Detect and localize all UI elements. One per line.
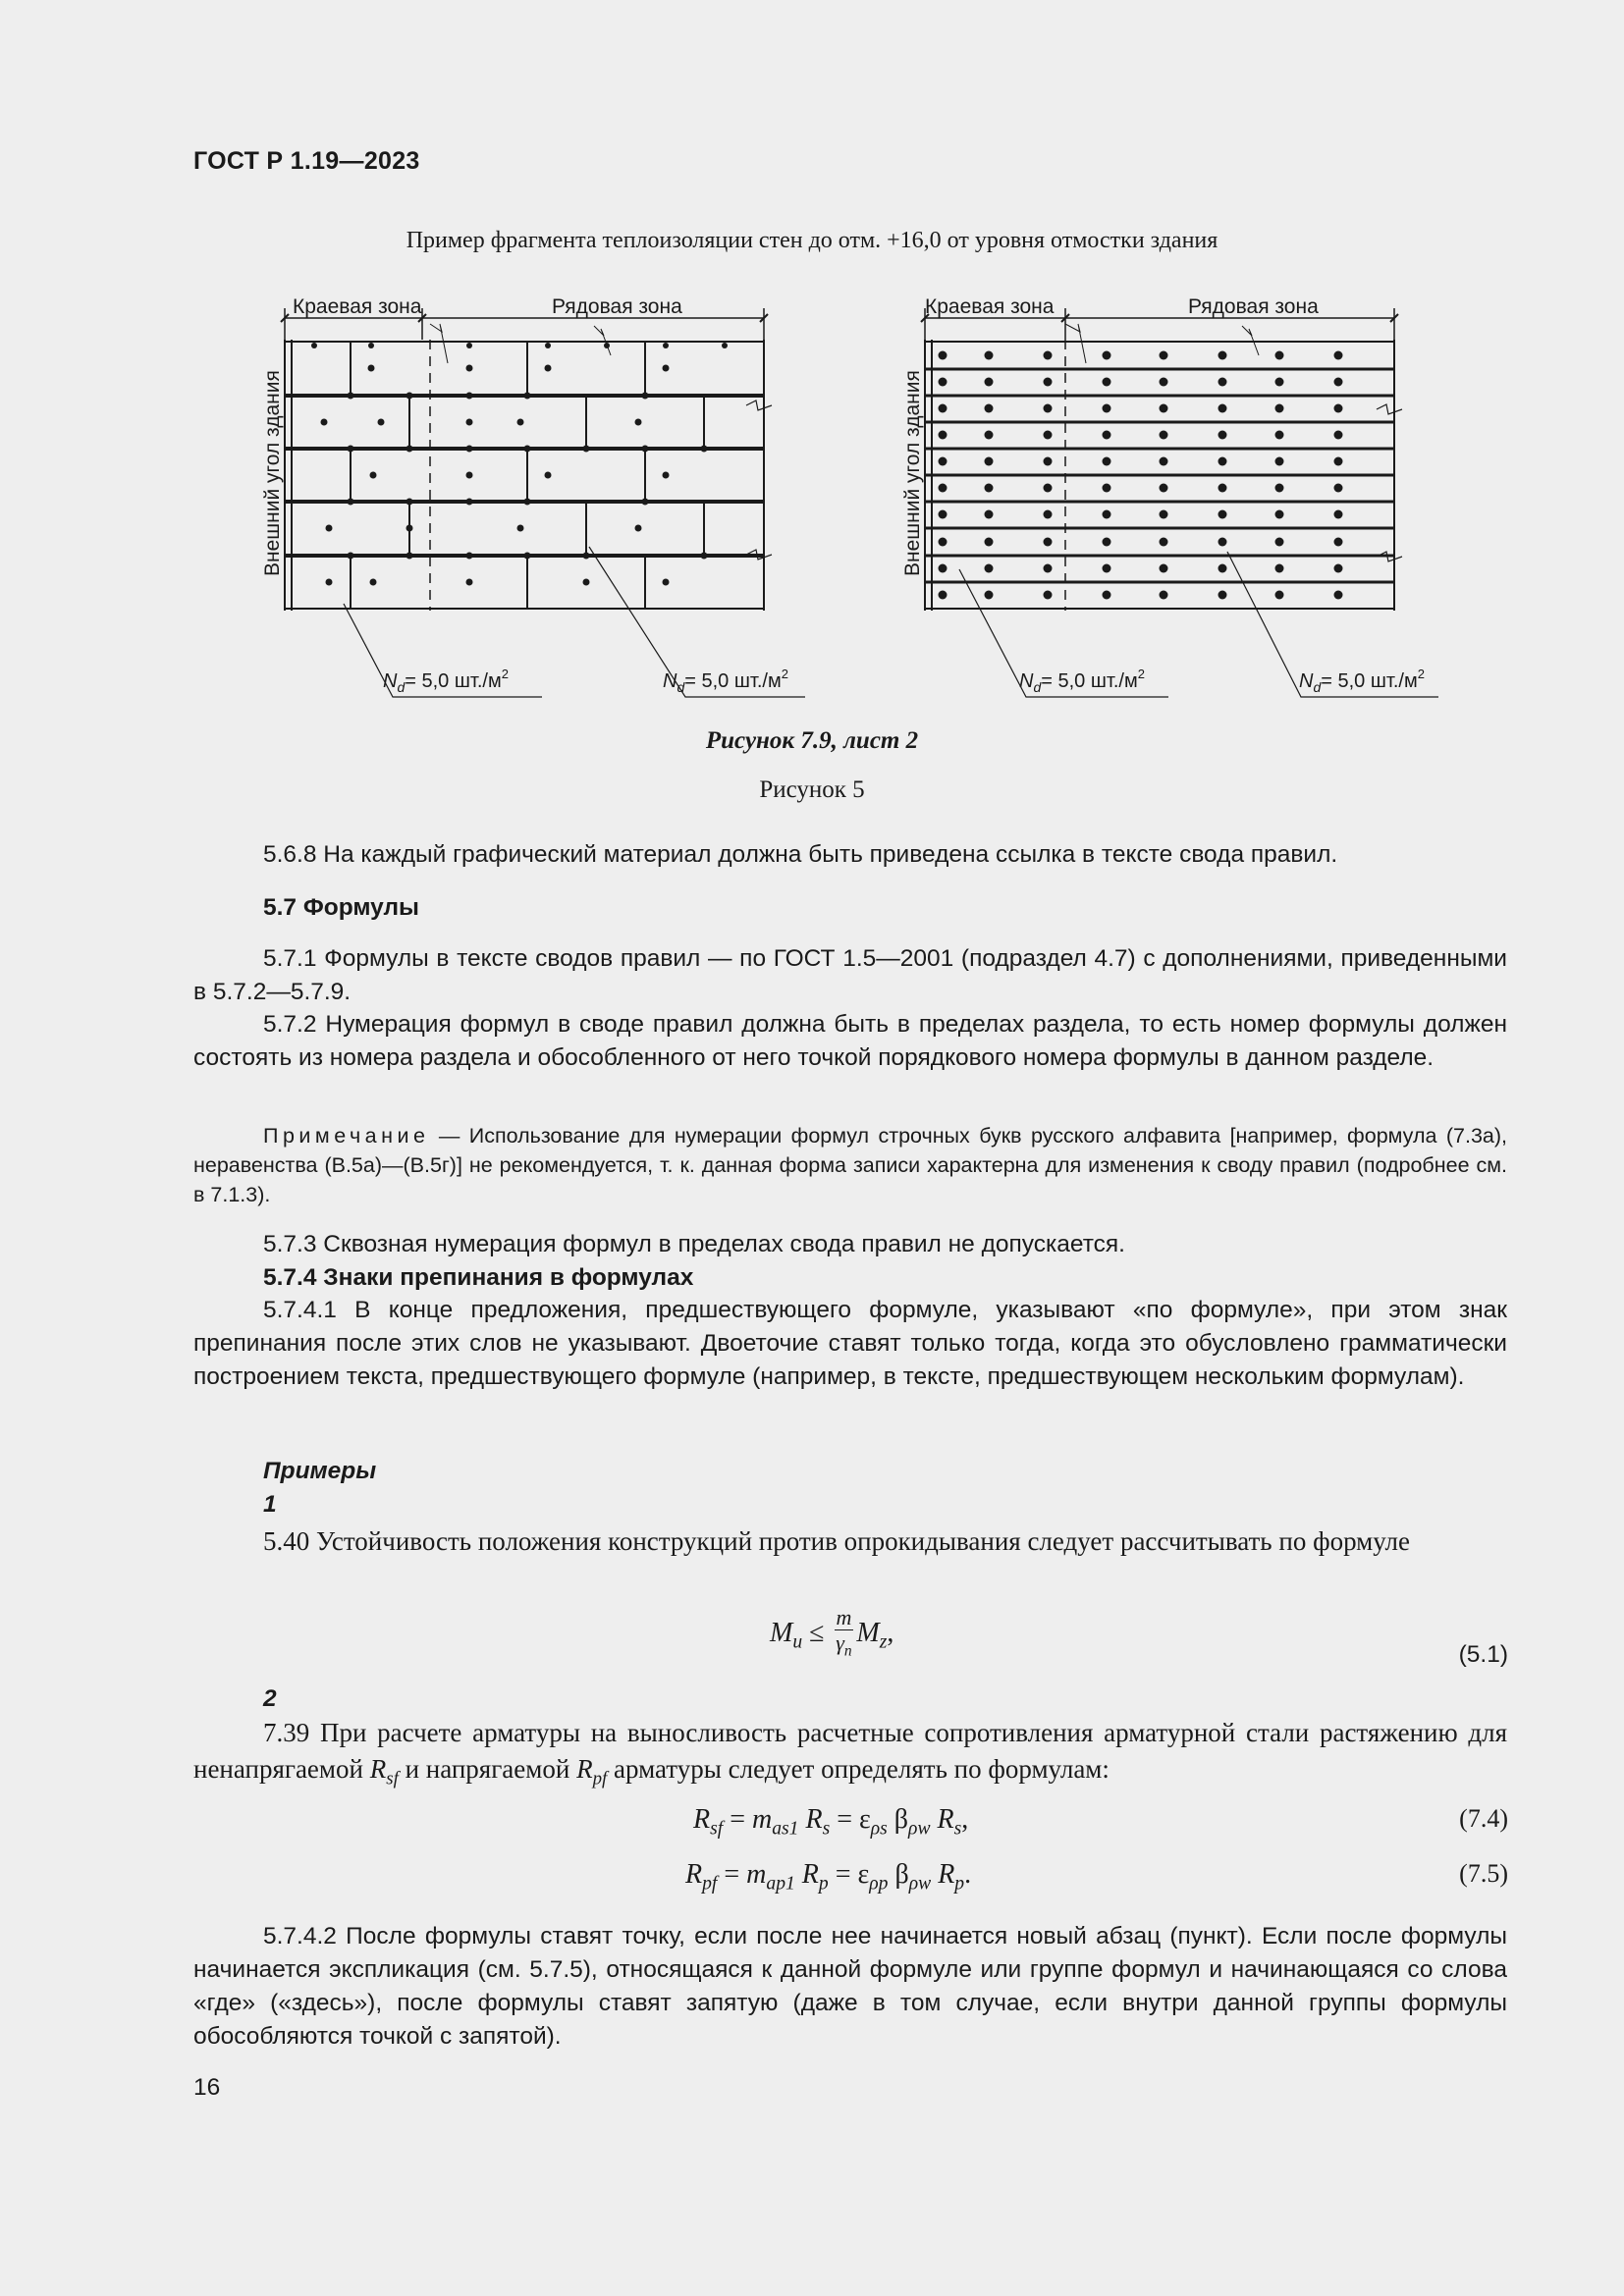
figure-title: Рисунок 7.9, лист 2 [705, 727, 919, 754]
example-1-number: 1 [263, 1491, 277, 1518]
left-leader-1-label: $N_d= 5,0$ $шт./м^2$ [383, 667, 509, 695]
left-zone-row-label: Рядовая зона [552, 295, 682, 318]
paragraph-5-7-2: 5.7.2 Нумерация формул в своде правил должна быть в пределах раздела, то есть номер формулы должен состоять из номера раздела и обособленного от него точкой порядкового номера формулы в данном разделе. [193, 1011, 1507, 1071]
paragraph-5-7-1: 5.7.1 Формулы в тексте сводов правил — по ГОСТ 1.5—2001 (подраздел 4.7) с дополнениями, приведенными в 5.7.2—5.7.9. [193, 945, 1507, 1005]
formula-7-5-number: (7.5) [1459, 1859, 1508, 1888]
left-leader-2-label: $N_d= 5,0$ $шт./м^2$ [663, 667, 788, 695]
document-code: ГОСТ Р 1.19—2023 [193, 147, 420, 175]
left-zone-edge-label: Краевая зона [293, 295, 422, 318]
right-zone-row-label: Рядовая зона [1188, 295, 1319, 318]
section-heading-5-7-4: 5.7.4 Знаки препинания в формулах [263, 1264, 694, 1291]
example-2-text: 7.39 При расчете арматуры на выносливость расчетные сопротивления арматурной стали растяжению для ненапрягаемой $R_{sf}$ и напрягаемой $R_{pf}$ арматуры следует определять по формулам: [193, 1718, 1507, 1789]
right-leader-2-label: $N_d= 5,0$ $шт./м^2$ [1299, 667, 1425, 695]
figure-subtitle: Рисунок 5 [759, 776, 865, 803]
formula-7-4-number: (7.4) [1459, 1804, 1508, 1833]
paragraph-5-7-4-1: 5.7.4.1 В конце предложения, предшествующего формуле, указывают «по формуле», при этом знак препинания после этих слов не указывают. Двоеточие ставят только тогда, когда это обусловлено грамматически построением текста, предшествующего формуле (например, в тексте, предшествующем нескольким формулам). [193, 1297, 1507, 1390]
example-1-text: 5.40 Устойчивость положения конструкций против опрокидывания следует рассчитывать по формуле [263, 1526, 1411, 1556]
figure-top-caption: Пример фрагмента теплоизоляции стен до отм. +16,0 от уровня отмостки здания [406, 228, 1218, 253]
page-number: 16 [193, 2074, 221, 2101]
section-heading-5-7: 5.7 Формулы [263, 894, 419, 921]
right-leader-1-label: $N_d= 5,0$ $шт./м^2$ [1019, 667, 1145, 695]
note-label: Примечание [263, 1124, 430, 1148]
paragraph-5-7-3: 5.7.3 Сквозная нумерация формул в пределах свода правил не допускается. [263, 1231, 1125, 1257]
formula-5-1-number: (5.1) [1458, 1641, 1508, 1668]
formula-7-5: $R_{pf} = m_{ap1}$ $R_p = \varepsilon_{\rho p}$ $\beta_{\rho w}$ $R_p$. [685, 1859, 972, 1895]
note-text: — Использование для нумерации формул строчных букв русского алфавита [например, формула (7.3а), неравенства (В.5а)—(В.5г)] не рекомендуется, т. к. данная форма записи характерна для изменения к своду правил (подробнее см. в 7.1.3). [193, 1124, 1507, 1206]
formula-7-4: $R_{sf} = m_{as1}$ $R_s = \varepsilon_{\rho s}$ $\beta_{\rho w}$ $R_s$, [693, 1804, 969, 1840]
formula-5-1: $M_u$ ≤ $\frac{m}{\gamma_n}$ $M_z$, [770, 1605, 894, 1660]
right-side-label: Внешний угол здания [901, 370, 924, 576]
example-2-number: 2 [263, 1685, 277, 1712]
examples-heading: Примеры [263, 1458, 377, 1484]
paragraph-5-7-4-2: 5.7.4.2 После формулы ставят точку, если после нее начинается новый абзац (пункт). Если после формулы начинается экспликация (см. 5.7.5), относящаяся к данной формуле или группе формул и начинающаяся со слова «где» («здесь»), после формулы ставят запятую (даже в том случае, если внутри данной группы формулы обособляются точкой с запятой). [193, 1923, 1507, 2050]
insulation-fastening-diagram [255, 285, 1463, 717]
left-side-label: Внешний угол здания [261, 370, 284, 576]
paragraph-5-6-8: 5.6.8 На каждый графический материал должна быть приведена ссылка в тексте свода правил. [263, 841, 1338, 868]
note-block [193, 1121, 1507, 1209]
right-zone-edge-label: Краевая зона [925, 295, 1055, 318]
